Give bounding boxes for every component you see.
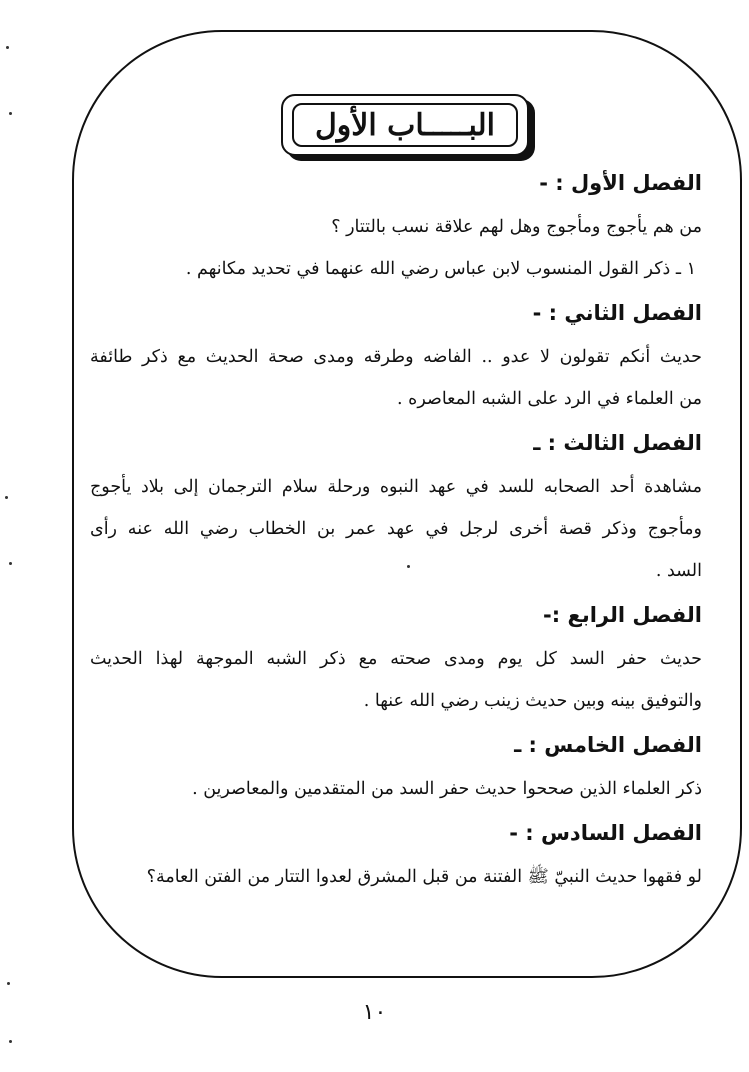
scan-speck [9, 562, 12, 565]
section-4-line-1: حديث حفر السد كل يوم ومدى صحته مع ذكر الشبه الموجهة لهذا الحديث [90, 649, 702, 669]
chapter-title-box [281, 94, 529, 156]
section-3-line-2: ومأجوج وذكر قصة أخرى لرجل في عهد عمر بن الخطاب رضي الله عنه رأى [90, 519, 702, 539]
section-1-line-2: ١ ـ ذكر القول المنسوب لابن عباس رضي الله عنهما في تحديد مكانهم . [185, 259, 696, 279]
page-number: ١٠ [362, 1000, 387, 1025]
scan-speck [6, 46, 9, 49]
section-2-line-1: حديث أنكم تقولون لا عدو .. الفاضه وطرقه ومدى صحة الحديث مع ذكر طائفة [90, 347, 702, 367]
scan-speck [9, 112, 12, 115]
section-6-line-1: لو فقهوا حديث النبيّ ﷺ الفتنة من قبل المشرق لعدوا التتار من الفتن العامة؟ [146, 867, 702, 887]
section-4-heading: الفصل الرابع :- [543, 603, 702, 627]
scan-speck [5, 496, 8, 499]
section-1-line-1: من هم يأجوج ومأجوج وهل لهم علاقة نسب بالتتار ؟ [331, 217, 702, 237]
section-1-heading: الفصل الأول : - [539, 171, 702, 195]
section-5-line-1: ذكر العلماء الذين صححوا حديث حفر السد من المتقدمين والمعاصرين . [192, 779, 702, 799]
section-3-line-3: السد . [655, 561, 702, 581]
section-2-line-2: من العلماء في الرد على الشبه المعاصره . [397, 389, 702, 409]
section-6-heading: الفصل السادس : - [509, 821, 702, 845]
section-5-heading: الفصل الخامس : ـ [514, 733, 702, 757]
scan-speck [7, 982, 10, 985]
chapter-title-inner-box [292, 103, 518, 147]
section-2-heading: الفصل الثاني : - [532, 301, 702, 325]
table-of-contents [90, 160, 702, 898]
section-3-line-1: مشاهدة أحد الصحابه للسد في عهد النبوه ورحلة سلام الترجمان إلى بلاد يأجوج [90, 477, 702, 497]
scan-speck [9, 1040, 12, 1043]
scan-speck [407, 565, 410, 568]
chapter-title: البـــــاب الأول [314, 107, 496, 143]
section-3-heading: الفصل الثالث : ـ [533, 431, 702, 455]
section-4-line-2: والتوفيق بينه وبين حديث زينب رضي الله عنها . [363, 691, 702, 711]
